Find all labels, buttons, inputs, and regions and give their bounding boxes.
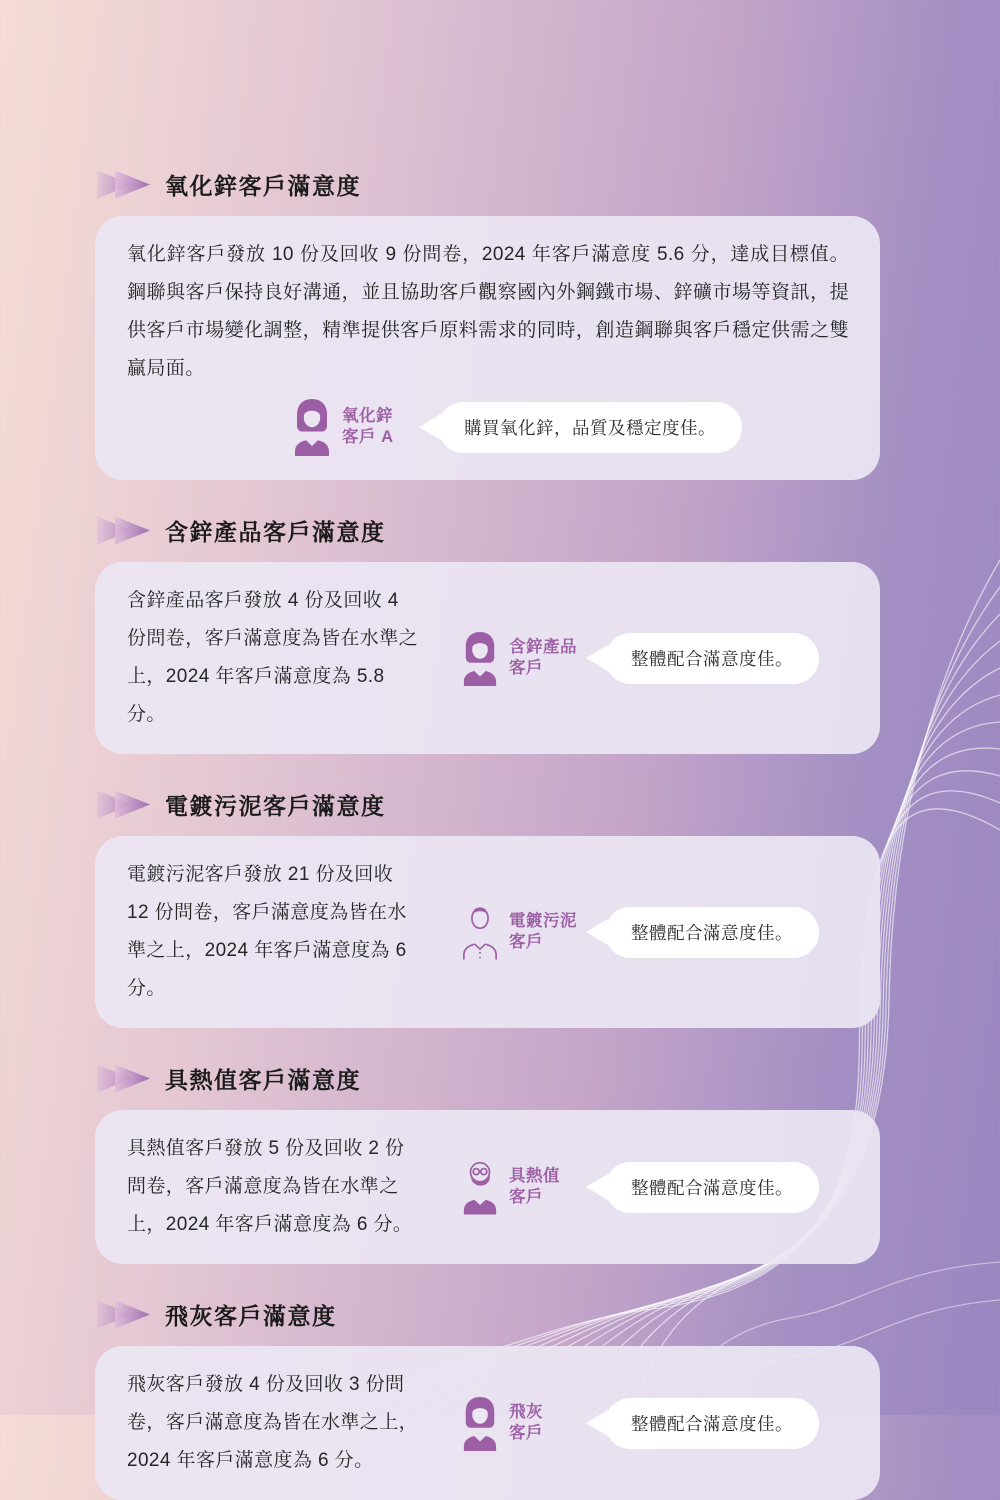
section-card [95,216,880,480]
section-fly-ash [95,1298,1000,1500]
chevron-right-icon [115,517,150,545]
customer-label-line1: 具熱值 [509,1166,560,1185]
customer-label-line1: 電鍍污泥 [509,911,577,930]
customer-label-line1: 含鋅產品 [509,637,577,656]
double-chevron-right-icon [97,170,151,200]
card-body [127,856,848,1008]
section-body-text: 氧化鋅客戶發放 10 份及回收 9 份問卷，2024 年客戶滿意度 5.6 分，達成目標值。鋼聯與客戶保持良好溝通，並且協助客戶觀察國內外鋼鐵市場、鋅礦市場等資訊，提供客戶市場變化調整，精準提供客戶原料需求的同時，創造鋼聯與客戶穩定供需之雙贏局面。 [127,244,849,379]
chevron-right-icon [115,791,150,819]
section-heading-row [97,168,1000,201]
male-outline-customer-icon [461,904,499,960]
chevron-right-icon [115,1065,150,1093]
double-chevron-right-icon [97,1300,151,1330]
section-heading-row [97,1298,1000,1331]
section-body-text: 飛灰客戶發放 4 份及回收 3 份問卷，客戶滿意度為皆在水準之上，2024 年客戶滿意度為 6 分。 [127,1374,419,1471]
customer-label-line2: 客戶 [509,659,543,677]
customer-label-line1: 氧化鋅 [342,406,393,425]
customer-label-line1: 飛灰 [509,1402,543,1421]
customer-label-line2: 客戶 [509,933,543,951]
section-body-text: 含鋅產品客戶發放 4 份及回收 4 份問卷，客戶滿意度為皆在水準之上，2024 年客戶滿意度為 5.8 分。 [127,590,419,725]
customer-label [342,406,412,449]
section-zinc-products [95,514,1000,754]
chevron-right-icon [115,171,150,199]
section-heading-row [97,1062,1000,1095]
section-heading-row [97,514,1000,547]
customer-label [509,1402,579,1445]
section-calorific-value [95,1062,1000,1264]
section-title: 具熱值客戶滿意度 [165,1067,361,1093]
customer-testimonial [461,904,819,960]
quote-bubble: 購買氧化鋅，品質及穩定度佳。 [438,402,742,453]
customer-label-line2: 客戶 [509,1424,543,1442]
female-customer-icon [461,1396,499,1451]
chevron-right-icon [115,1301,150,1329]
double-chevron-right-icon [97,790,151,820]
bearded-male-customer-icon [461,1159,499,1215]
section-zinc-oxide [95,168,1000,480]
card-body [127,1130,848,1244]
customer-testimonial [461,1396,819,1451]
section-body-text: 具熱值客戶發放 5 份及回收 2 份問卷，客戶滿意度為皆在水準之上，2024 年客戶滿意度為 6 分。 [127,1138,413,1235]
double-chevron-right-icon [97,516,151,546]
quote-bubble: 整體配合滿意度佳。 [605,1162,819,1213]
section-card [95,562,880,754]
customer-testimonial [292,398,848,456]
female-customer-icon [461,631,499,686]
page-title: 氧化鋅客戶滿意度 [165,173,361,199]
section-title: 電鍍污泥客戶滿意度 [165,793,386,819]
quote-bubble: 整體配合滿意度佳。 [605,1398,819,1449]
double-chevron-right-icon [97,1064,151,1094]
section-body-text: 電鍍污泥客戶發放 21 份及回收 12 份問卷，客戶滿意度為皆在水準之上，2024 年客戶滿意度為 6 分。 [127,864,407,999]
quote-bubble: 整體配合滿意度佳。 [605,907,819,958]
section-title: 飛灰客戶滿意度 [165,1303,337,1329]
customer-label-line2: 客戶 [509,1188,543,1206]
section-card [95,1346,880,1500]
card-body [127,582,848,734]
section-electroplating-sludge [95,788,1000,1028]
section-card [95,1110,880,1264]
quote-bubble: 整體配合滿意度佳。 [605,633,819,684]
section-title: 含鋅產品客戶滿意度 [165,519,386,545]
customer-testimonial [461,631,819,686]
customer-label-line2: 客戶 A [342,428,394,446]
card-body [127,1366,848,1480]
customer-label [509,637,579,680]
customer-label [509,1166,579,1209]
customer-testimonial [461,1159,819,1215]
section-card [95,836,880,1028]
section-heading-row [97,788,1000,821]
customer-label [509,911,579,954]
female-customer-icon [292,398,332,456]
